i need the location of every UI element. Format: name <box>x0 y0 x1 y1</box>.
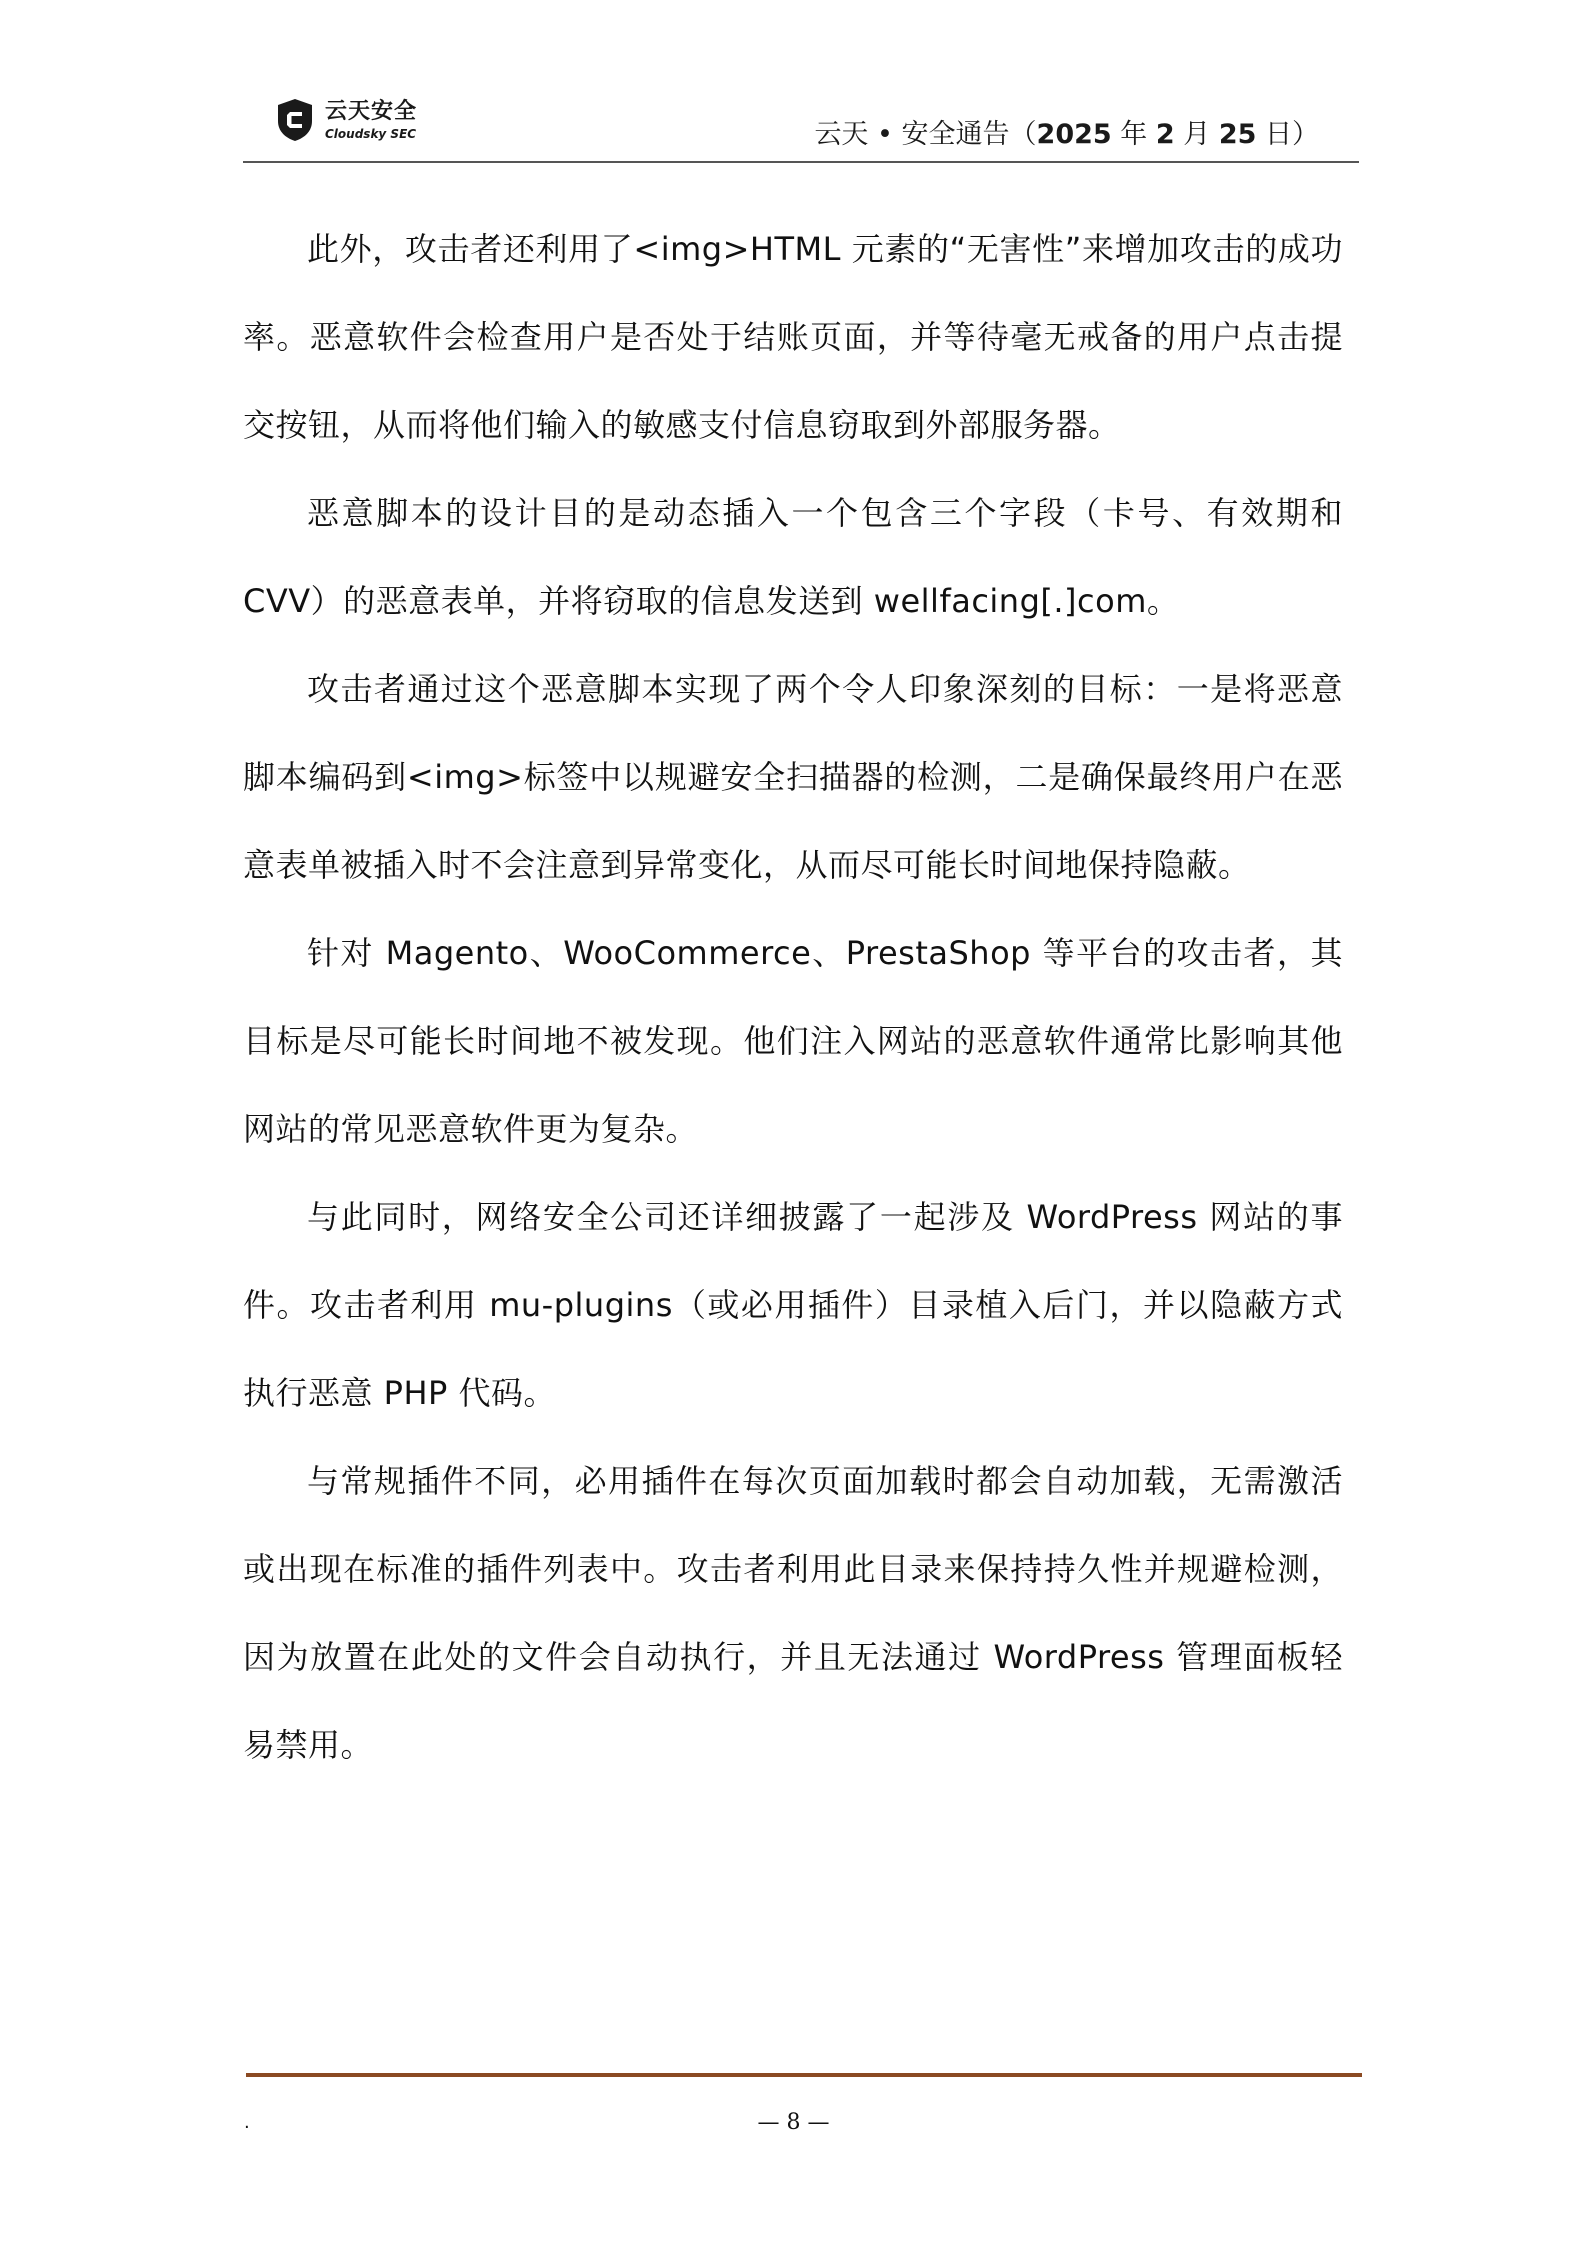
paragraph: 恶意脚本的设计目的是动态插入一个包含三个字段（卡号、有效期和 CVV）的恶意表单，并将窃取的信息发送到 wellfacing[.]com。 <box>243 494 1343 620</box>
footer-dot: . <box>244 2112 250 2133</box>
logo-text <box>325 98 418 141</box>
logo-name-en: Cloudsky SEC <box>325 126 417 141</box>
title-year-suffix: 年 <box>1111 119 1156 150</box>
title-day: 25 <box>1218 119 1257 150</box>
header-divider <box>243 161 1359 163</box>
title-month: 2 <box>1155 119 1175 150</box>
paragraph: 针对 Magento、WooCommerce、PrestaShop 等平台的攻击者，其目标是尽可能长时间地不被发现。他们注入网站的恶意软件通常比影响其他网站的常见恶意软件更为复杂。 <box>243 934 1343 1148</box>
paragraph: 此外，攻击者还利用了<img>HTML 元素的“无害性”来增加攻击的成功率。恶意软件会检查用户是否处于结账页面，并等待毫无戒备的用户点击提交按钮，从而将他们输入的敏感支付信息窃取到外部服务器。 <box>243 230 1343 444</box>
title-year: 2025 <box>1036 119 1112 150</box>
shield-logo-icon <box>275 97 315 143</box>
title-month-suffix: 月 <box>1174 119 1219 150</box>
paragraph: 与此同时，网络安全公司还详细披露了一起涉及 WordPress 网站的事件。攻击者利用 mu-plugins（或必用插件）目录植入后门，并以隐蔽方式执行恶意 PHP 代码。 <box>243 1198 1343 1412</box>
page-number: — 8 — <box>757 2110 830 2135</box>
paragraph: 与常规插件不同，必用插件在每次页面加载时都会自动加载，无需激活或出现在标准的插件列表中。攻击者利用此目录来保持持久性并规避检测，因为放置在此处的文件会自动执行，并且无法通过 WordPress 管理面板轻易禁用。 <box>243 1462 1343 1764</box>
page-header <box>243 92 1359 162</box>
footer-divider <box>246 2073 1362 2077</box>
logo-name-cn: 云天安全 <box>325 98 418 124</box>
paragraph: 攻击者通过这个恶意脚本实现了两个令人印象深刻的目标：一是将恶意脚本编码到<img>标签中以规避安全扫描器的检测，二是确保最终用户在恶意表单被插入时不会注意到异常变化，从而尽可能长时间地保持隐蔽。 <box>243 670 1343 884</box>
article-body <box>243 205 1343 1789</box>
bulletin-title <box>814 112 1319 151</box>
title-prefix: 云天 • 安全通告（ <box>814 119 1037 150</box>
title-day-suffix: 日） <box>1256 119 1319 150</box>
cloudsky-logo <box>275 92 417 148</box>
